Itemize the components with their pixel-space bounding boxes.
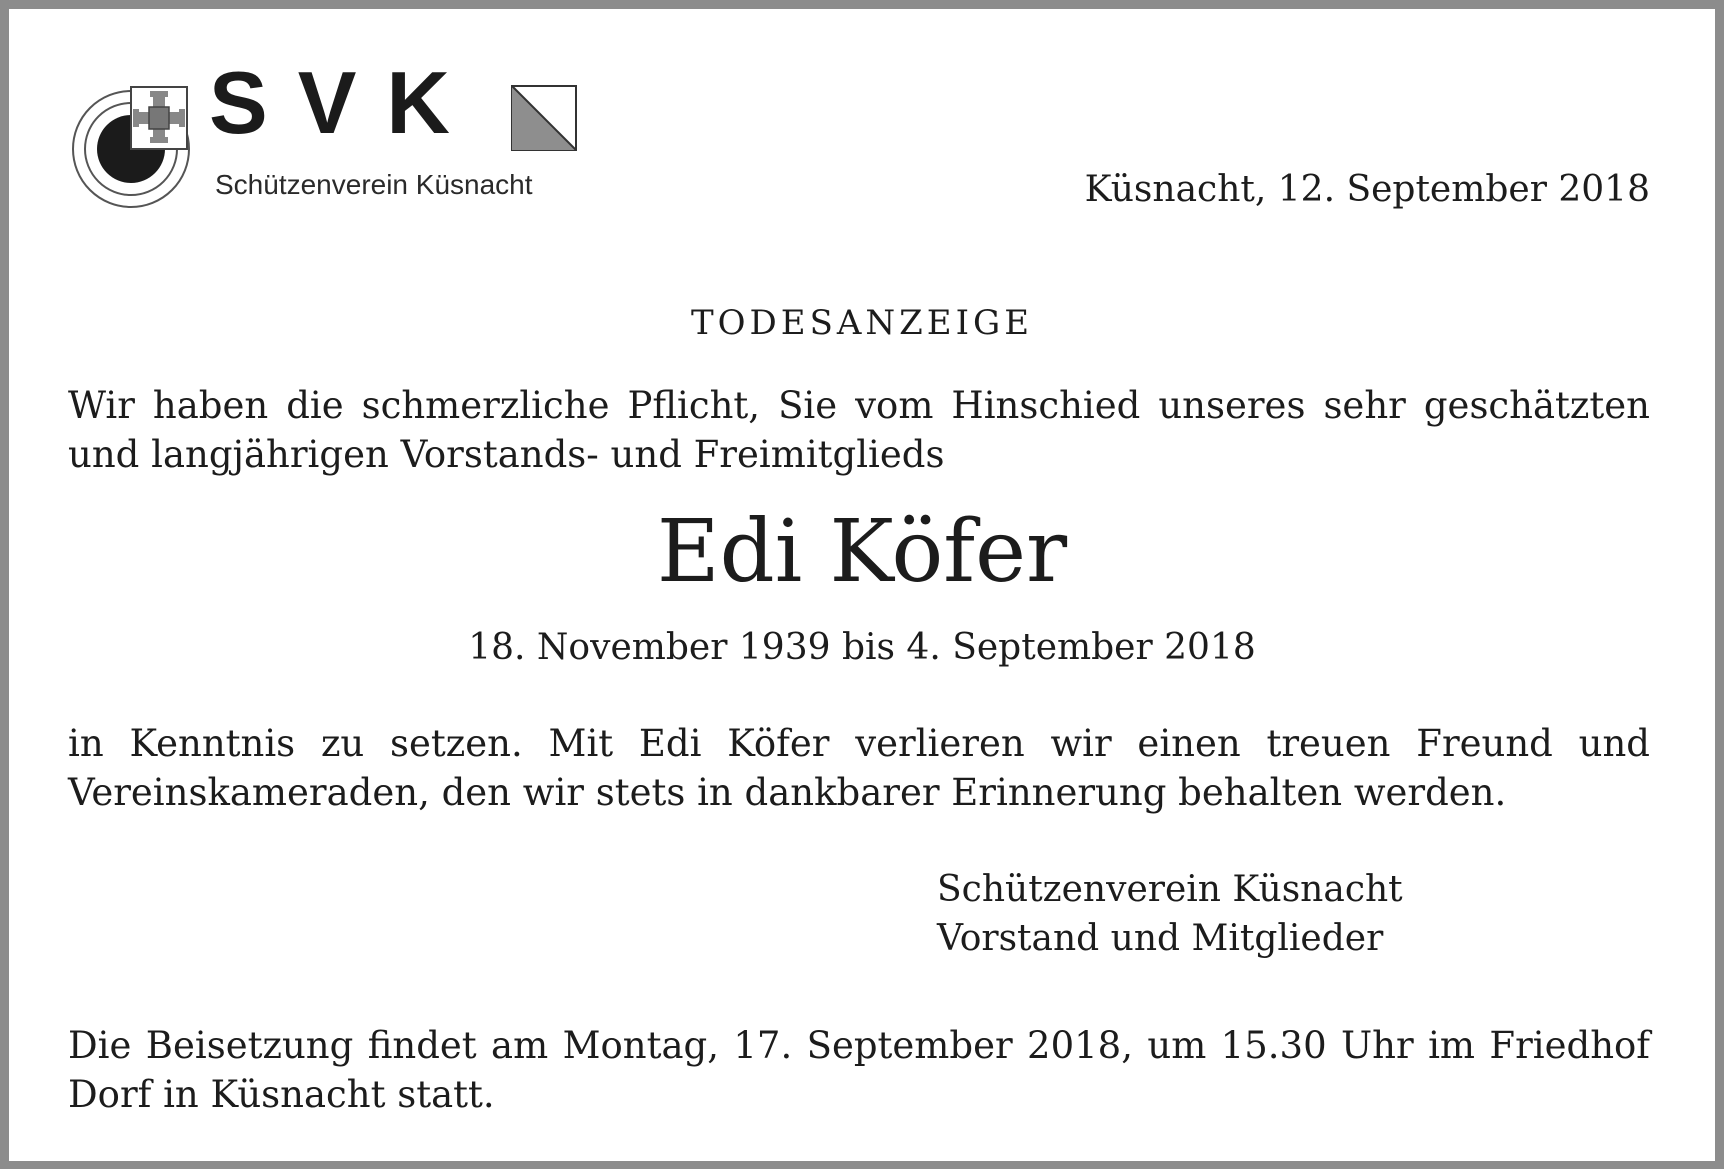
signature-club: Schützenverein Küsnacht	[937, 869, 1403, 910]
signature-block	[937, 865, 1403, 963]
intro-paragraph: Wir haben die schmerzliche Pflicht, Sie vom Hinschied unseres sehr geschätzten und langjährigen Vorstands- und Freimitglieds	[68, 384, 1650, 476]
deceased-name: Edi Köfer	[656, 502, 1068, 602]
life-dates: 18. November 1939 bis 4. September 2018	[468, 627, 1256, 668]
funeral-info-paragraph: Die Beisetzung findet am Montag, 17. September 2018, um 15.30 Uhr im Friedhof Dorf in Küsnacht statt.	[68, 1024, 1650, 1116]
notice-title: TODESANZEIGE	[690, 303, 1034, 343]
shooting-target-icon	[69, 79, 199, 209]
body-paragraph: in Kenntnis zu setzen. Mit Edi Köfer verlieren wir einen treuen Freund und Vereinskameraden, den wir stets in dankbarer Erinnerung behalten werden.	[68, 722, 1650, 814]
place-and-date: Küsnacht, 12. September 2018	[1084, 169, 1650, 210]
logo-abbreviation: SVK	[209, 53, 480, 152]
signature-members: Vorstand und Mitglieder	[937, 918, 1384, 959]
club-logo	[69, 53, 589, 211]
canton-flag-icon	[511, 85, 577, 151]
logo-club-name: Schützenverein Küsnacht	[215, 169, 533, 200]
